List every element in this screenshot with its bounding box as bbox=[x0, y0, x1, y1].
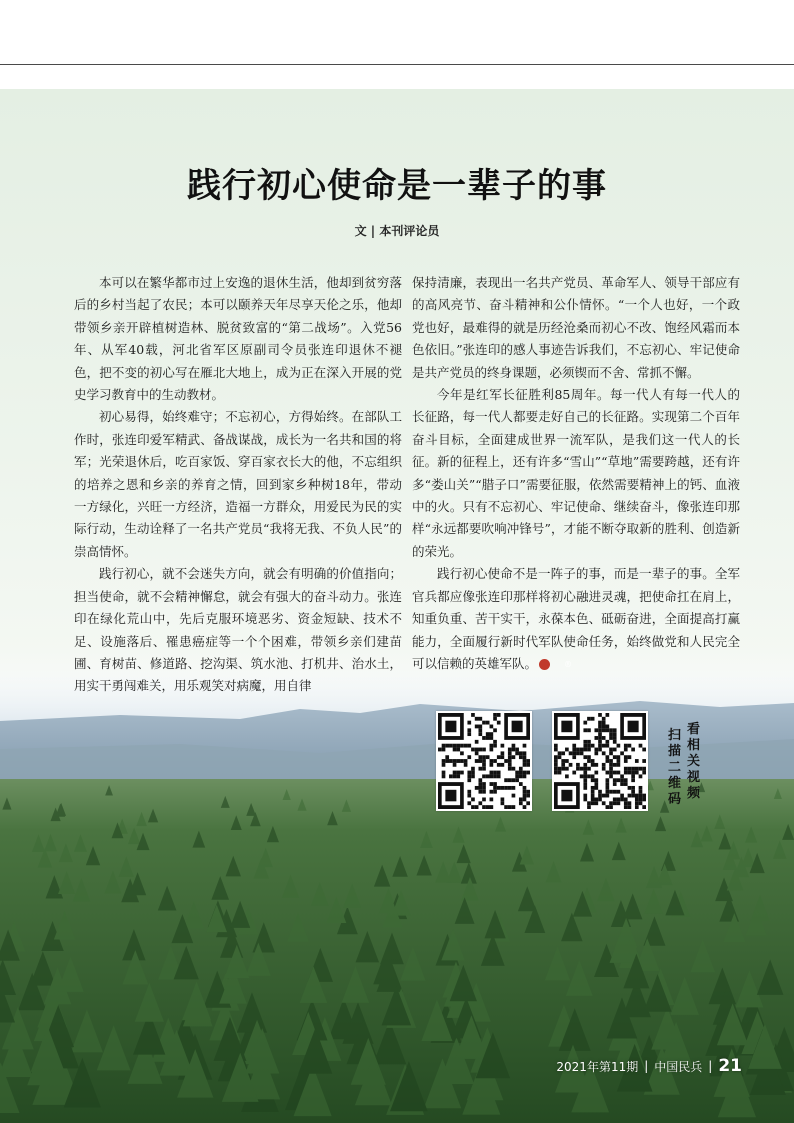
qr-caption-line1: 看相关视频 bbox=[687, 722, 701, 801]
article-title: 践行初心使命是一辈子的事 bbox=[187, 166, 607, 206]
page-number: 21 bbox=[718, 1056, 742, 1076]
end-mark-icon: ® bbox=[539, 659, 550, 670]
left-column bbox=[74, 272, 402, 698]
qr-code-icon bbox=[438, 713, 530, 809]
qr-caption-line2: 扫描二维码 bbox=[668, 728, 682, 807]
byline: 文 | 本刊评论员 bbox=[354, 224, 440, 238]
paragraph-text: 践行初心使命不是一阵子的事，而是一辈子的事。全军官兵都应像张连印那样将初心融进灵魂，把使命扛在肩上，知重负重、苦干实干，永葆本色、砥砺奋进，全面提高打赢能力，全面履行新时代军队使命任务，始终做党和人民完全可以信赖的英雄军队。 bbox=[412, 566, 740, 671]
magazine-name: 中国民兵 bbox=[654, 1059, 703, 1074]
separator: | bbox=[644, 1059, 649, 1073]
separator: | bbox=[708, 1059, 713, 1073]
paragraph: 初心易得，始终难守；不忘初心，方得始终。在部队工作时，张连印爱军精武、备战谋战，成长为一名共和国的将军；光荣退休后，吃百家饭、穿百家衣长大的他，不忘组织的培养之恩和乡亲的养育之情，回到家乡种树18年，带动一方绿化，兴旺一方经济，造福一方群众，用爱民为民的实际行动，生动诠释了一名共产党员“我将无我、不负人民”的崇高情怀。 bbox=[74, 409, 402, 559]
paragraph bbox=[412, 563, 740, 675]
qr-code[interactable] bbox=[436, 711, 532, 811]
paragraph: 保持清廉，表现出一名共产党员、革命军人、领导干部应有的高风亮节、奋斗精神和公仆情怀。“一个人也好，一个政党也好，最难得的就是历经沧桑而初心不改、饱经风霜而本色依旧。”张连印的感人事迹告诉我们，不忘初心、牢记使命是共产党员的终身课题，必须锲而不舍、常抓不懈。 bbox=[412, 275, 740, 380]
qr-code[interactable] bbox=[552, 711, 648, 811]
top-rule bbox=[0, 64, 794, 65]
paragraph: 践行初心，就不会迷失方向，就会有明确的价值指向；担当使命，就不会精神懈怠，就会有强大的奋斗动力。张连印在绿化荒山中，先后克服环境恶劣、资金短缺、技术不足、设施落后、罹患癌症等一个个困难，带领乡亲们建苗圃、育树苗、修道路、挖沟渠、筑水池、打机井、治水土，用实干勇闯难关，用乐观笑对病魔，用自律 bbox=[74, 566, 402, 694]
paragraph: 本可以在繁华都市过上安逸的退休生活，他却到贫穷落后的乡村当起了农民；本可以颐养天年尽享天伦之乐，他却带领乡亲开辟植树造林、脱贫致富的“第二战场”。入党56年、从军40载，河北省军区原副司令员张连印退休不褪色，把不变的初心写在雁北大地上，成为正在深入开展的党史学习教育中的生动教材。 bbox=[74, 275, 402, 403]
right-column bbox=[412, 272, 740, 675]
qr-code-icon bbox=[554, 713, 646, 809]
paragraph: 今年是红军长征胜利85周年。每一代人有每一代人的长征路，每一代人都要走好自己的长征路。实现第二个百年奋斗目标，全面建成世界一流军队，是我们这一代人的长征。新的征程上，还有许多“雪山”“草地”需要跨越，还有许多“娄山关”“腊子口”需要征服，依然需要精神上的钙、血液中的火。只有不忘初心、牢记使命、继续奋斗，像张连印那样“永远都要吹响冲锋号”，才能不断夺取新的胜利、创造新的荣光。 bbox=[412, 387, 740, 559]
issue-label: 2021年第11期 bbox=[556, 1059, 639, 1074]
page-footer bbox=[556, 1056, 742, 1076]
